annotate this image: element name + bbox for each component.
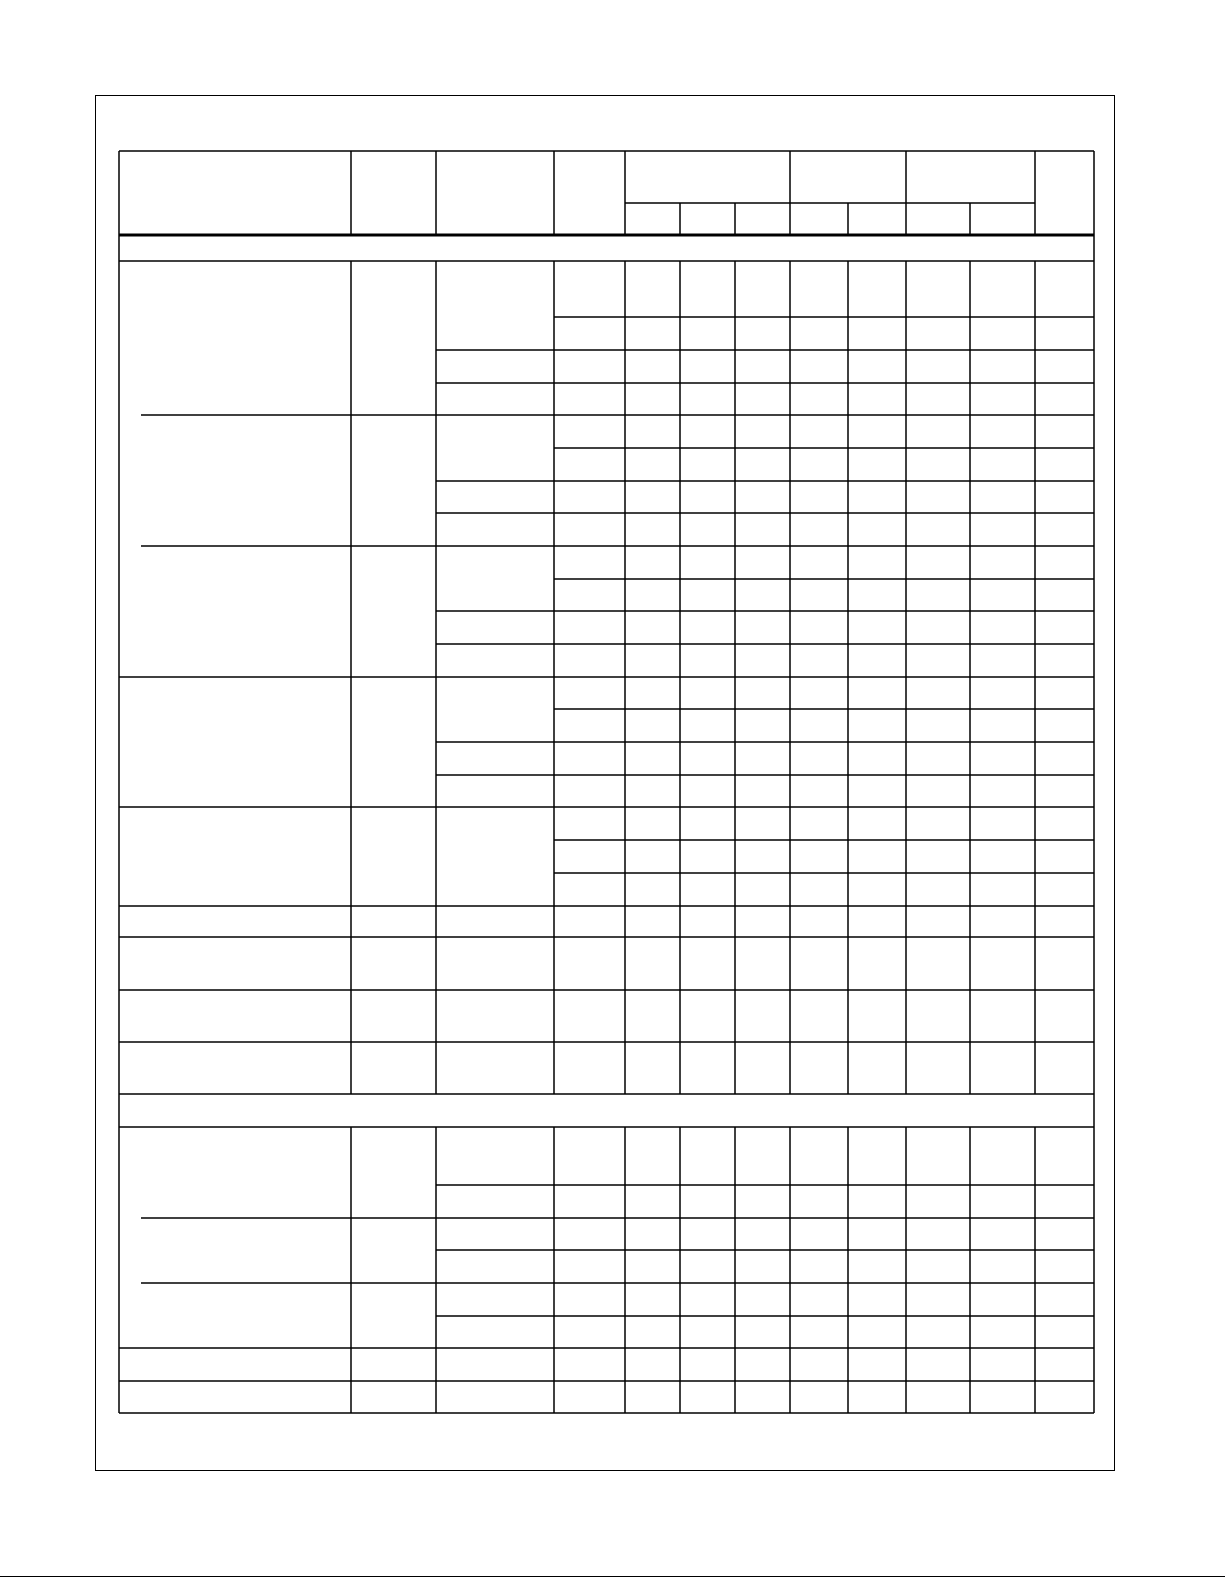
bottom-rule <box>0 1576 1225 1577</box>
